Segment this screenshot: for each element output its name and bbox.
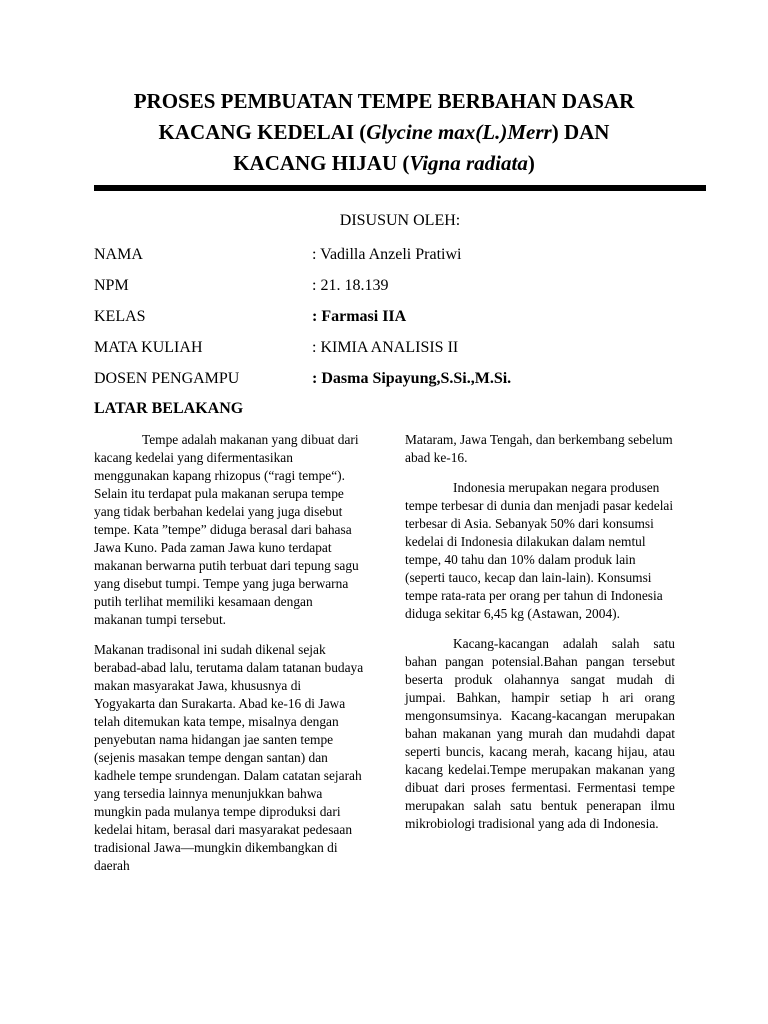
title-divider	[94, 185, 706, 191]
meta-value: : KIMIA ANALISIS II	[312, 339, 459, 356]
meta-value: : Dasma Sipayung,S.Si.,M.Si.	[312, 370, 512, 387]
paragraph: Mataram, Jawa Tengah, dan berkembang sebelum abad ke-16.	[405, 432, 673, 465]
meta-value: : Vadilla Anzeli Pratiwi	[312, 246, 462, 263]
meta-row-npm	[94, 277, 706, 308]
title-line-3-end: )	[527, 151, 535, 175]
author-info-table	[94, 246, 706, 401]
meta-row-class	[94, 308, 706, 339]
title-line-2-end: ) DAN	[551, 120, 610, 144]
meta-row-name	[94, 246, 706, 277]
title-line-1: PROSES PEMBUATAN TEMPE BERBAHAN DASAR	[133, 89, 635, 113]
meta-row-lecturer	[94, 370, 706, 401]
title-mungbean-latin-name: Vigna radiata	[409, 151, 528, 175]
meta-row-course	[94, 339, 706, 370]
meta-label: MATA KULIAH	[94, 339, 203, 356]
meta-label: DOSEN PENGAMPU	[94, 370, 240, 387]
title-line-2	[60, 117, 708, 148]
paragraph: Makanan tradisonal ini sudah dikenal sejak berabad-abad lalu, terutama dalam tatanan budaya makan masyarakat Jawa, khususnya di Yogyakarta dan Surakarta. Abad ke-16 di Jawa telah ditemukan kata tempe, misalnya dengan penyebutan nama hidangan jae santen tempe (sejenis masakan tempe dengan santan) dan kadhele tempe srundengan. Dalam catatan sejarah yang tersedia lainnya menunjukkan bahwa mungkin pada mulanya tempe diproduksi dari kedelai hitam, berasal dari masyarakat pedesaan tradisional Jawa—mungkin dikembangkan di daerah	[94, 642, 364, 873]
meta-value: : 21. 18.139	[312, 277, 389, 294]
meta-value: : Farmasi IIA	[312, 308, 407, 325]
right-column	[405, 431, 675, 845]
title-line-2-start: KACANG KEDELAI (	[158, 120, 367, 144]
paragraph: Tempe adalah makanan yang dibuat dari kacang kedelai yang difermentasikan menggunakan kapang rhizopus (“ragi tempe“). Selain itu terdapat pula makanan serupa tempe yang tidak berbahan kedelai yang juga disebut tempe. Kata ”tempe” diduga berasal dari bahasa Jawa Kuno. Pada zaman Jawa kuno terdapat makanan berwarna putih terbuat dari tepung sagu yang disebut tumpi. Tempe yang juga berwarna putih terlihat memiliki kesamaan dengan makanan tumpi tersebut.	[94, 432, 359, 627]
meta-label: NAMA	[94, 246, 143, 263]
document-title	[60, 86, 708, 179]
author-byline: DISUSUN OLEH:	[339, 212, 461, 229]
title-soy-latin-name: Glycine max(L.)Merr	[366, 120, 552, 144]
title-line-3-start: KACANG HIJAU (	[233, 151, 410, 175]
section-heading: LATAR BELAKANG	[94, 400, 244, 417]
meta-label: KELAS	[94, 308, 146, 325]
meta-label: NPM	[94, 277, 129, 294]
left-column	[94, 431, 364, 887]
paragraph: Indonesia merupakan negara produsen tempe terbesar di dunia dan menjadi pasar kedelai terbesar di Asia. Sebanyak 50% dari konsumsi kedelai di Indonesia dilakukan dalam nemtul tempe, 40 tahu dan 10% dalam produk lain (seperti tauco, kecap dan lain-lain). Konsumsi tempe rata-rata per orang per tahun di Indonesia diduga sekitar 6,45 kg (Astawan, 2004).	[405, 480, 674, 621]
paragraph: Kacang-kacangan adalah salah satu bahan pangan potensial.Bahan pangan tersebut beserta produk olahannya sangat mudah di jumpai. Bahkan, hampir setiap h ari orang mengonsumsinya. Kacang-kacangan merupakan bahan makanan yang murah dan mudahdi dapat seperti buncis, kacang merah, kacang hijau, atau kacang kedelai.Tempe merupakan makanan yang dibuat dari proses fermentasi. Fermentasi tempe merupakan salah satu bentuk penerapan ilmu mikrobiologi tradisional yang ada di Indonesia.	[405, 636, 675, 831]
title-line-3	[60, 148, 708, 179]
